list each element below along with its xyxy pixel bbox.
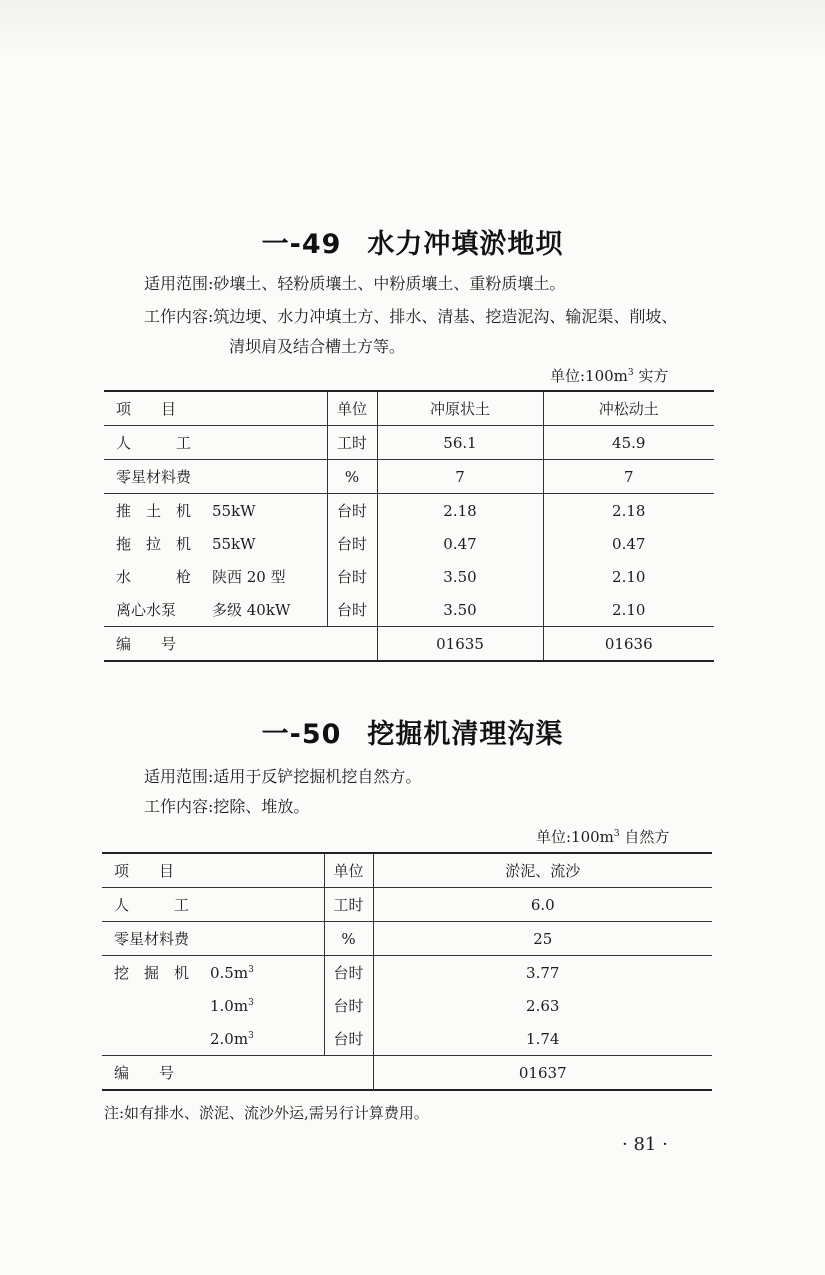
table-code-row — [102, 1056, 712, 1091]
header-col1: 冲原状土 — [377, 391, 543, 426]
row-unit: % — [327, 460, 377, 494]
section-50-unit-prefix: 单位:100m — [536, 828, 614, 846]
row-name-cell — [104, 593, 327, 627]
page-number: · 81 · — [622, 1134, 668, 1155]
row-unit: 台时 — [327, 527, 377, 560]
row-value-1: 7 — [377, 460, 543, 494]
row-value: 1.74 — [373, 1022, 712, 1056]
row-name: 拖 拉 机 — [116, 535, 192, 553]
section-50-work-content: 工作内容:挖除、堆放。 — [144, 797, 310, 816]
code-value: 01637 — [373, 1056, 712, 1091]
row-name: 水 枪 — [116, 568, 192, 586]
section-49-title-text: 水力冲填淤地坝 — [367, 229, 564, 260]
header-unit: 单位 — [324, 853, 373, 888]
section-50-unit — [536, 826, 669, 847]
row-name-cell — [104, 527, 327, 560]
row-value-2: 45.9 — [543, 426, 714, 460]
section-50-table — [102, 852, 712, 1091]
row-spec: 2.0m — [210, 1029, 249, 1048]
row-value-1: 3.50 — [377, 593, 543, 627]
row-spec-sup: 3 — [248, 965, 254, 975]
table-row — [102, 922, 712, 956]
row-value: 3.77 — [373, 956, 712, 990]
code-label: 编 号 — [104, 627, 377, 662]
table-row — [102, 989, 712, 1022]
row-name-cell — [102, 989, 324, 1022]
section-49-table — [104, 390, 714, 662]
section-49-unit-sup: 3 — [627, 368, 634, 378]
row-name-cell — [104, 494, 327, 528]
row-value: 2.63 — [373, 989, 712, 1022]
row-name: 零星材料费 — [104, 460, 327, 494]
section-49-number: 一-49 — [261, 229, 342, 260]
row-unit: 台时 — [324, 1022, 373, 1056]
row-name-cell — [102, 1022, 324, 1056]
table-header-row — [102, 853, 712, 888]
code-value-2: 01636 — [543, 627, 714, 662]
code-value-1: 01635 — [377, 627, 543, 662]
section-50-title-text: 挖掘机清理沟渠 — [367, 719, 564, 750]
header-col2: 冲松动土 — [543, 391, 714, 426]
header-item: 项 目 — [102, 853, 324, 888]
section-50-number: 一-50 — [261, 719, 342, 750]
row-unit: 台时 — [324, 989, 373, 1022]
row-spec: 55kW — [212, 502, 256, 520]
row-spec: 0.5m — [210, 964, 249, 982]
row-spec: 1.0m — [210, 996, 249, 1015]
section-50-unit-sup: 3 — [613, 829, 620, 839]
row-spec: 陕西 20 型 — [212, 568, 286, 586]
page-top-shade — [0, 0, 825, 60]
row-name: 零星材料费 — [102, 922, 324, 956]
section-49-work-content-line2: 清坝肩及结合槽土方等。 — [229, 337, 406, 356]
table-row — [104, 560, 714, 593]
table-row — [104, 426, 714, 460]
row-name: 推 土 机 — [116, 502, 192, 520]
table-header-row — [104, 391, 714, 426]
table-row — [104, 593, 714, 627]
section-50-note: 注:如有排水、淤泥、流沙外运,需另行计算费用。 — [104, 1104, 429, 1122]
row-name: 人 工 — [104, 426, 327, 460]
section-50-title — [0, 712, 825, 751]
table-row — [104, 527, 714, 560]
row-value-2: 7 — [543, 460, 714, 494]
table-row — [102, 888, 712, 922]
row-name: 离心水泵 — [116, 601, 177, 619]
row-value-2: 2.10 — [543, 593, 714, 627]
row-name: 挖 掘 机 — [114, 964, 190, 982]
row-spec: 55kW — [212, 535, 256, 553]
row-value-2: 0.47 — [543, 527, 714, 560]
section-49-unit-prefix: 单位:100m — [550, 367, 628, 385]
table-row — [104, 494, 714, 528]
header-item: 项 目 — [104, 391, 327, 426]
section-49-work-content-line1: 工作内容:筑边埂、水力冲填土方、排水、清基、挖造泥沟、输泥渠、削坡、 — [144, 307, 678, 326]
table-code-row — [104, 627, 714, 662]
row-value-1: 0.47 — [377, 527, 543, 560]
table-row — [102, 956, 712, 990]
section-49-scope: 适用范围:砂壤土、轻粉质壤土、中粉质壤土、重粉质壤土。 — [144, 274, 566, 293]
header-unit: 单位 — [327, 391, 377, 426]
row-value-2: 2.10 — [543, 560, 714, 593]
table-row — [102, 1022, 712, 1056]
table-row — [104, 460, 714, 494]
row-name-cell — [104, 560, 327, 593]
row-value: 25 — [373, 922, 712, 956]
section-49-title — [0, 222, 825, 261]
row-unit: 工时 — [327, 426, 377, 460]
row-value-2: 2.18 — [543, 494, 714, 528]
row-unit: 台时 — [327, 494, 377, 528]
row-spec-sup: 3 — [248, 997, 254, 1008]
section-50-unit-suffix: 自然方 — [619, 828, 670, 846]
row-name: 人 工 — [102, 888, 324, 922]
row-unit: 台时 — [324, 956, 373, 990]
row-unit: % — [324, 922, 373, 956]
section-49-unit — [550, 365, 668, 386]
row-value-1: 56.1 — [377, 426, 543, 460]
section-50-scope: 适用范围:适用于反铲挖掘机挖自然方。 — [144, 767, 422, 786]
section-49-unit-suffix: 实方 — [633, 367, 669, 385]
header-col1: 淤泥、流沙 — [373, 853, 712, 888]
row-spec: 多级 40kW — [212, 601, 291, 619]
row-spec-sup: 3 — [248, 1030, 254, 1041]
row-value-1: 2.18 — [377, 494, 543, 528]
row-unit: 工时 — [324, 888, 373, 922]
row-unit: 台时 — [327, 593, 377, 627]
row-unit: 台时 — [327, 560, 377, 593]
code-label: 编 号 — [102, 1056, 373, 1091]
row-name-cell — [102, 956, 324, 990]
row-value-1: 3.50 — [377, 560, 543, 593]
row-value: 6.0 — [373, 888, 712, 922]
